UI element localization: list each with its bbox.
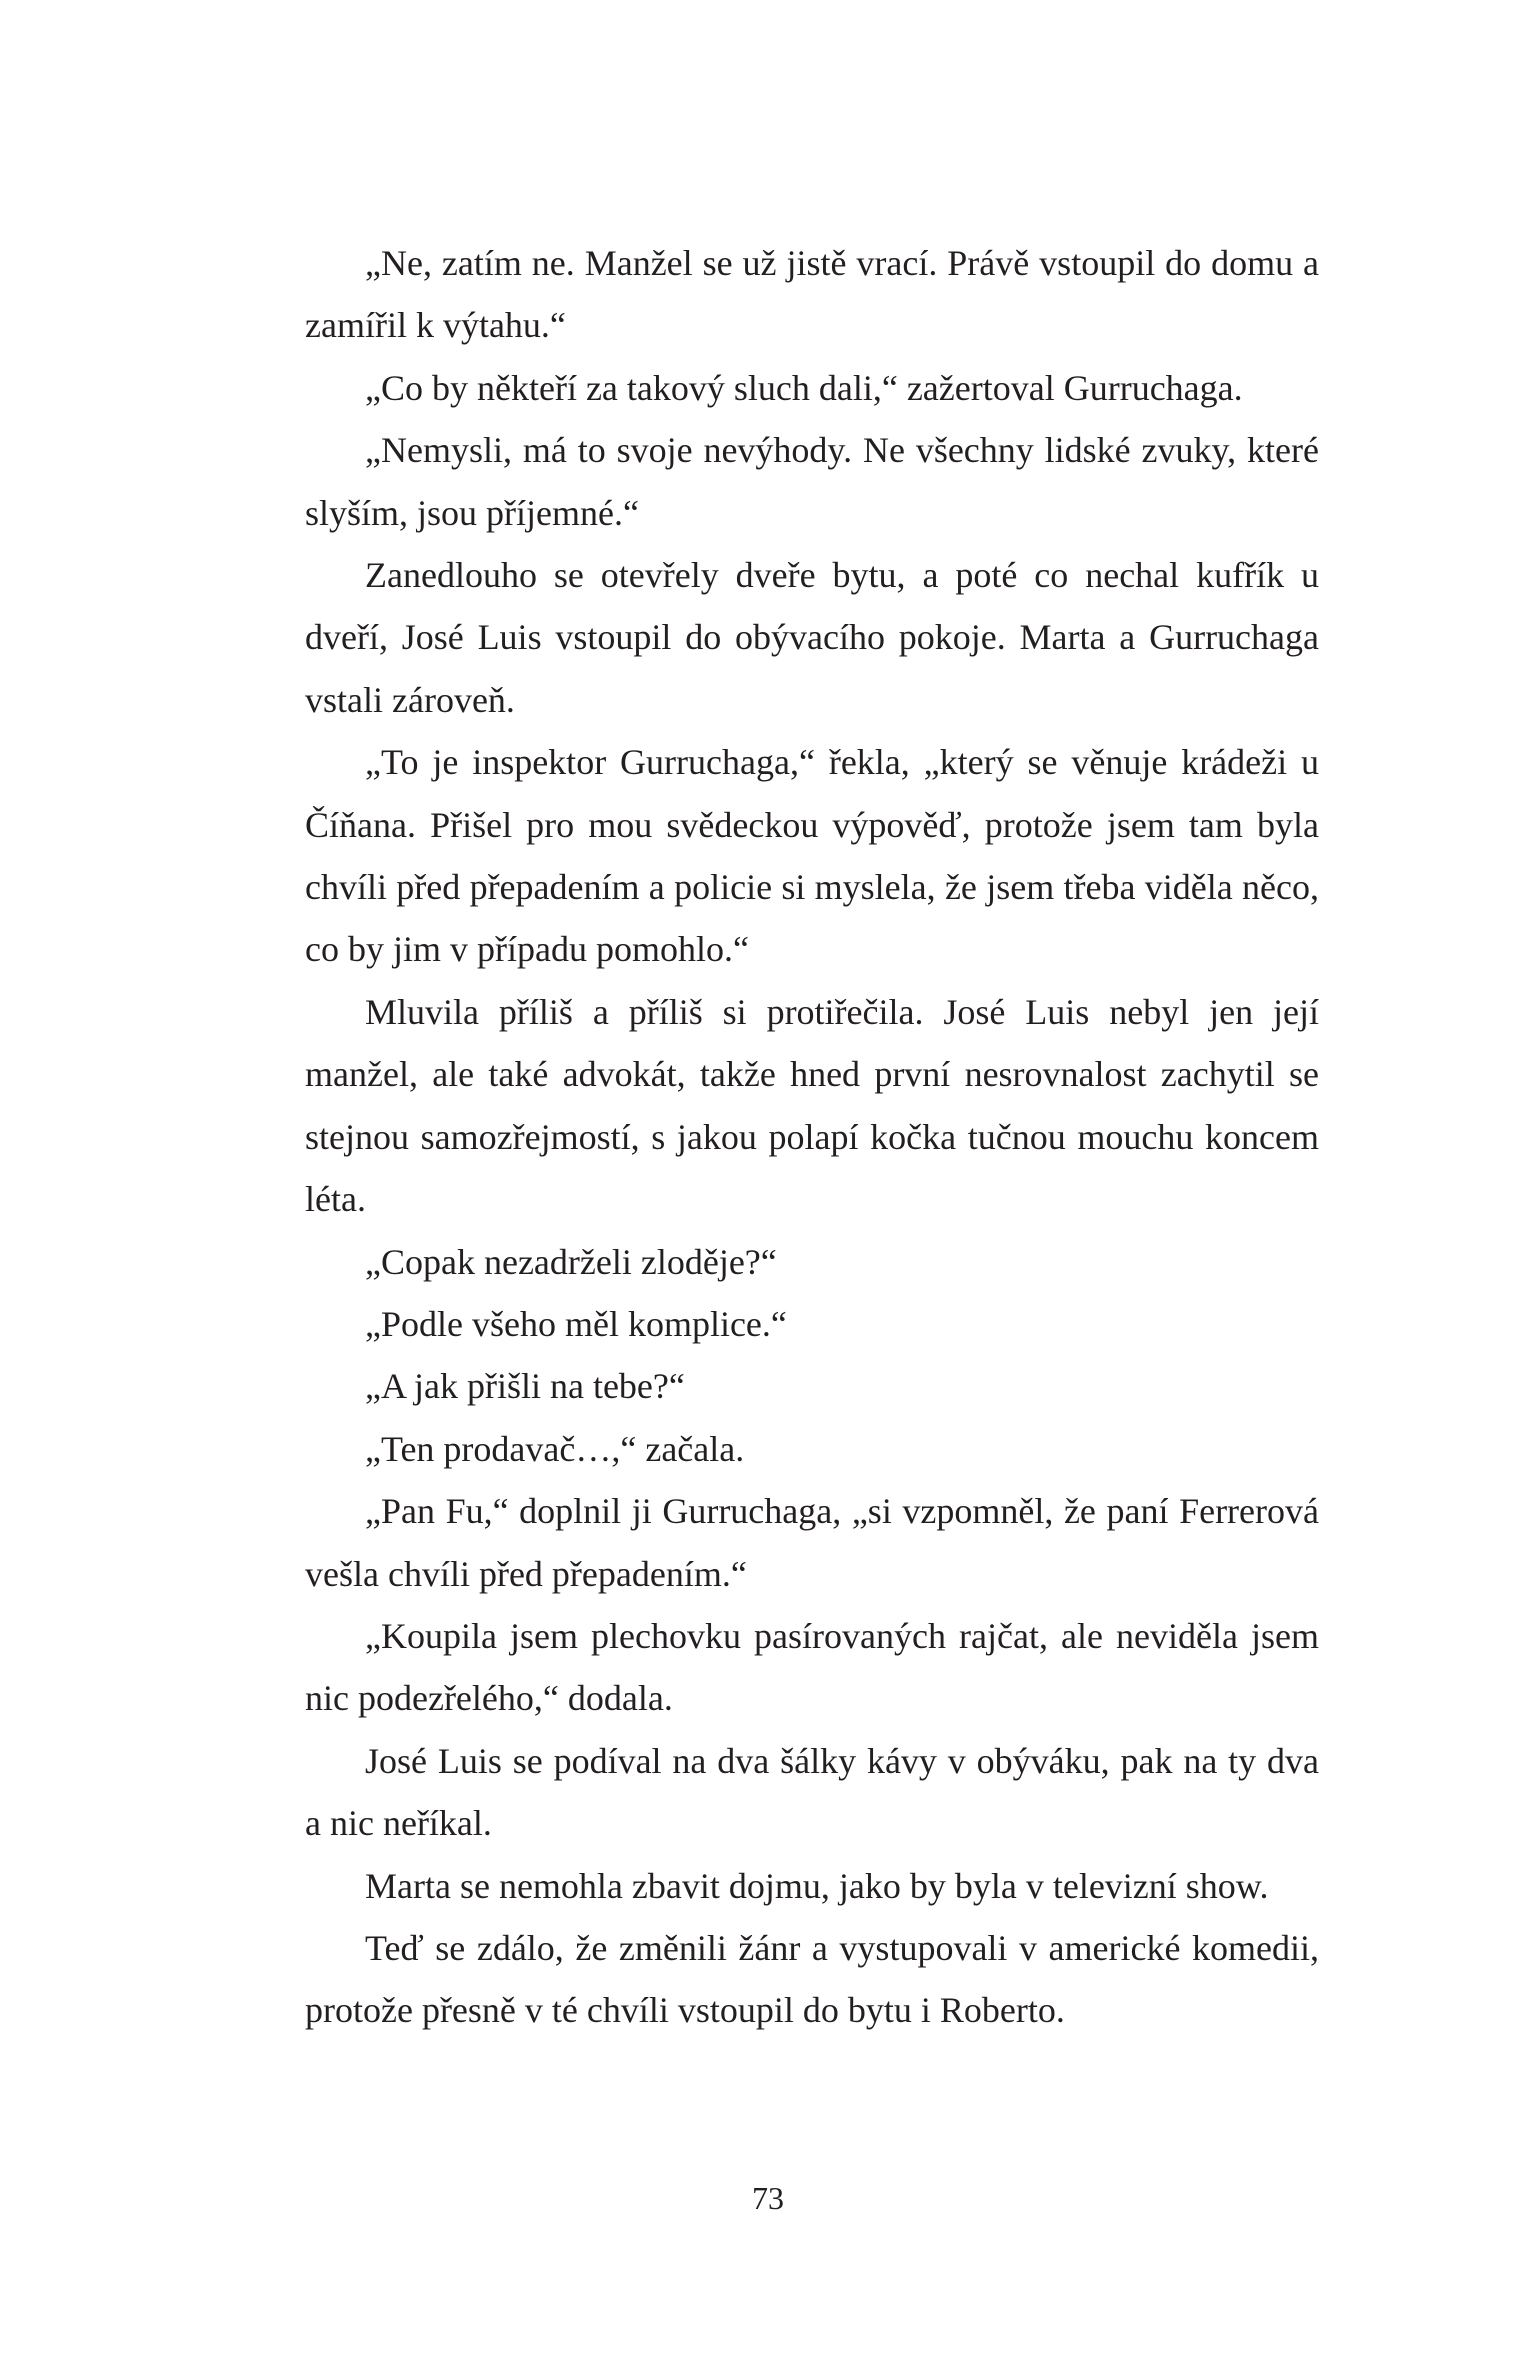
paragraph: „Pan Fu,“ doplnil ji Gurruchaga, „si vzpomněl, že paní Ferrerová vešla chvíli před přepadením.“	[305, 1491, 1319, 1594]
paragraph: Marta se nemohla zbavit dojmu, jako by byla v televizní show.	[365, 1865, 1269, 1906]
paragraph: „Podle všeho měl komplice.“	[365, 1303, 787, 1344]
paragraph: „A jak přišli na tebe?“	[365, 1366, 685, 1407]
paragraph: Zanedlouho se otevřely dveře bytu, a poté co nechal kufřík u dveří, José Luis vstoupil do obývacího pokoje. Marta a Gurruchaga vstali zároveň.	[305, 555, 1319, 720]
page-number: 73	[752, 2180, 784, 2216]
paragraph: „Co by někteří za takový sluch dali,“ zažertoval Gurruchaga.	[365, 367, 1243, 408]
paragraph: „To je inspektor Gurruchaga,“ řekla, „který se věnuje krádeži u Číňana. Přišel pro mou svědeckou výpověď, protože jsem tam byla chvíli před přepadením a policie si myslela, že jsem třeba viděla něco, co by jim v případu pomohlo.“	[305, 742, 1319, 970]
paragraph: „Ne, zatím ne. Manžel se už jistě vrací. Právě vstoupil do domu a zamířil k výtahu.“	[305, 243, 1319, 346]
paragraph: „Koupila jsem plechovku pasírovaných rajčat, ale neviděla jsem nic podezřelého,“ dodala.	[305, 1615, 1319, 1719]
body-text	[305, 232, 1319, 2042]
paragraph: „Nemysli, má to svoje nevýhody. Ne všechny lidské zvuky, které slyším, jsou příjemné.“	[305, 430, 1319, 533]
paragraph: José Luis se podíval na dva šálky kávy v obýváku, pak na ty dva a nic neříkal.	[305, 1740, 1319, 1844]
paragraph: Mluvila příliš a příliš si protiřečila. José Luis nebyl jen její manžel, ale také advokát, takže hned první nesrovnalost zachytil se stejnou samozřejmostí, s jakou polapí kočka tučnou mouchu koncem léta.	[305, 991, 1319, 1220]
paragraph: „Copak nezadrželi zloděje?“	[365, 1241, 777, 1282]
paragraph: Teď se zdálo, že změnili žánr a vystupovali v americké komedii, protože přesně v té chvíli vstoupil do bytu i Roberto.	[305, 1927, 1319, 2031]
paragraph: „Ten prodavač…,“ začala.	[365, 1428, 745, 1469]
